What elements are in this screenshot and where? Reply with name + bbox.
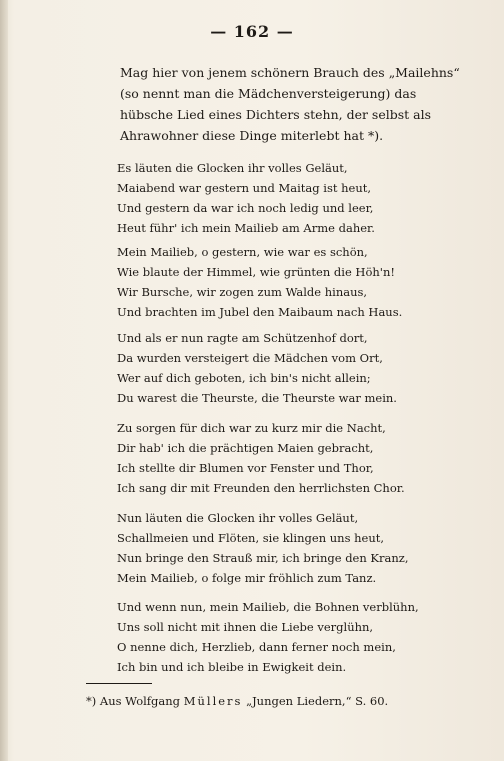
poem (117, 597, 477, 677)
verse-line: Schallmeien und Flöten, sie klingen uns heut, (117, 531, 385, 545)
verse-line: Da wurden versteigert die Mädchen vom Ort, (117, 351, 383, 365)
stanza (117, 242, 477, 322)
stanza (117, 328, 477, 408)
verse-line: Ich stellte dir Blumen vor Fenster und Thor, (117, 461, 374, 475)
footnote-prefix: *) Aus Wolfgang (86, 694, 184, 708)
verse-line: Es läuten die Glocken ihr volles Geläut, (117, 161, 348, 175)
verse-line: Wer auf dich geboten, ich bin's nicht allein; (117, 371, 371, 385)
verse-line: Maiabend war gestern und Maitag ist heut, (117, 181, 372, 195)
poem (117, 418, 477, 498)
intro-text: Mag hier von jenem schönern Brauch des „Mailehns“ (so nennt man die Mädchenversteigerung) das hübsche Lied eines Dichters stehn, der selbst als Ahrawohner diese Dinge miterlebt hat *). (120, 65, 460, 143)
verse-line: Nun läuten die Glocken ihr volles Geläut, (117, 511, 359, 525)
verse-line: Ich bin und ich bleibe in Ewigkeit dein. (117, 660, 347, 674)
footnote-author: Müllers (183, 694, 243, 708)
verse-line: Heut führ' ich mein Mailieb am Arme daher. (117, 221, 375, 235)
verse-line: Ich sang dir mit Freunden den herrlichsten Chor. (117, 481, 405, 495)
poem (117, 242, 477, 322)
verse-line: Dir hab' ich die prächtigen Maien gebracht, (117, 441, 374, 455)
footnote-rule (86, 683, 152, 684)
poem (117, 328, 477, 408)
verse-line: Und gestern da war ich noch ledig und leer, (117, 201, 374, 215)
verse-line: Wie blaute der Himmel, wie grünten die Höh'n! (117, 265, 395, 279)
verse-line: Mein Mailieb, o folge mir fröhlich zum Tanz. (117, 571, 377, 585)
verse-line: O nenne dich, Herzlieb, dann ferner noch mein, (117, 640, 396, 654)
stanza (117, 597, 477, 677)
verse-line: Du warest die Theurste, die Theurste war mein. (117, 391, 397, 405)
footnote (86, 694, 388, 708)
page-gutter (0, 0, 8, 761)
verse-line: Nun bringe den Strauß mir, ich bringe den Kranz, (117, 551, 409, 565)
verse-line: Zu sorgen für dich war zu kurz mir die Nacht, (117, 421, 386, 435)
footnote-suffix: „Jungen Liedern,“ S. 60. (242, 694, 389, 708)
page-number: — 162 — (210, 22, 294, 41)
poem (117, 508, 477, 588)
poem (117, 158, 477, 238)
verse-line: Wir Bursche, wir zogen zum Walde hinaus, (117, 285, 368, 299)
verse-line: Und brachten im Jubel den Maibaum nach Haus. (117, 305, 403, 319)
stanza (117, 418, 477, 498)
verse-line: Und wenn nun, mein Mailieb, die Bohnen verblühn, (117, 600, 419, 614)
verse-line: Und als er nun ragte am Schützenhof dort, (117, 331, 368, 345)
verse-line: Uns soll nicht mit ihnen die Liebe verglühn, (117, 620, 374, 634)
verse-line: Mein Mailieb, o gestern, wie war es schön, (117, 245, 368, 259)
intro-paragraph (120, 62, 472, 146)
stanza (117, 508, 477, 588)
stanza (117, 158, 477, 238)
